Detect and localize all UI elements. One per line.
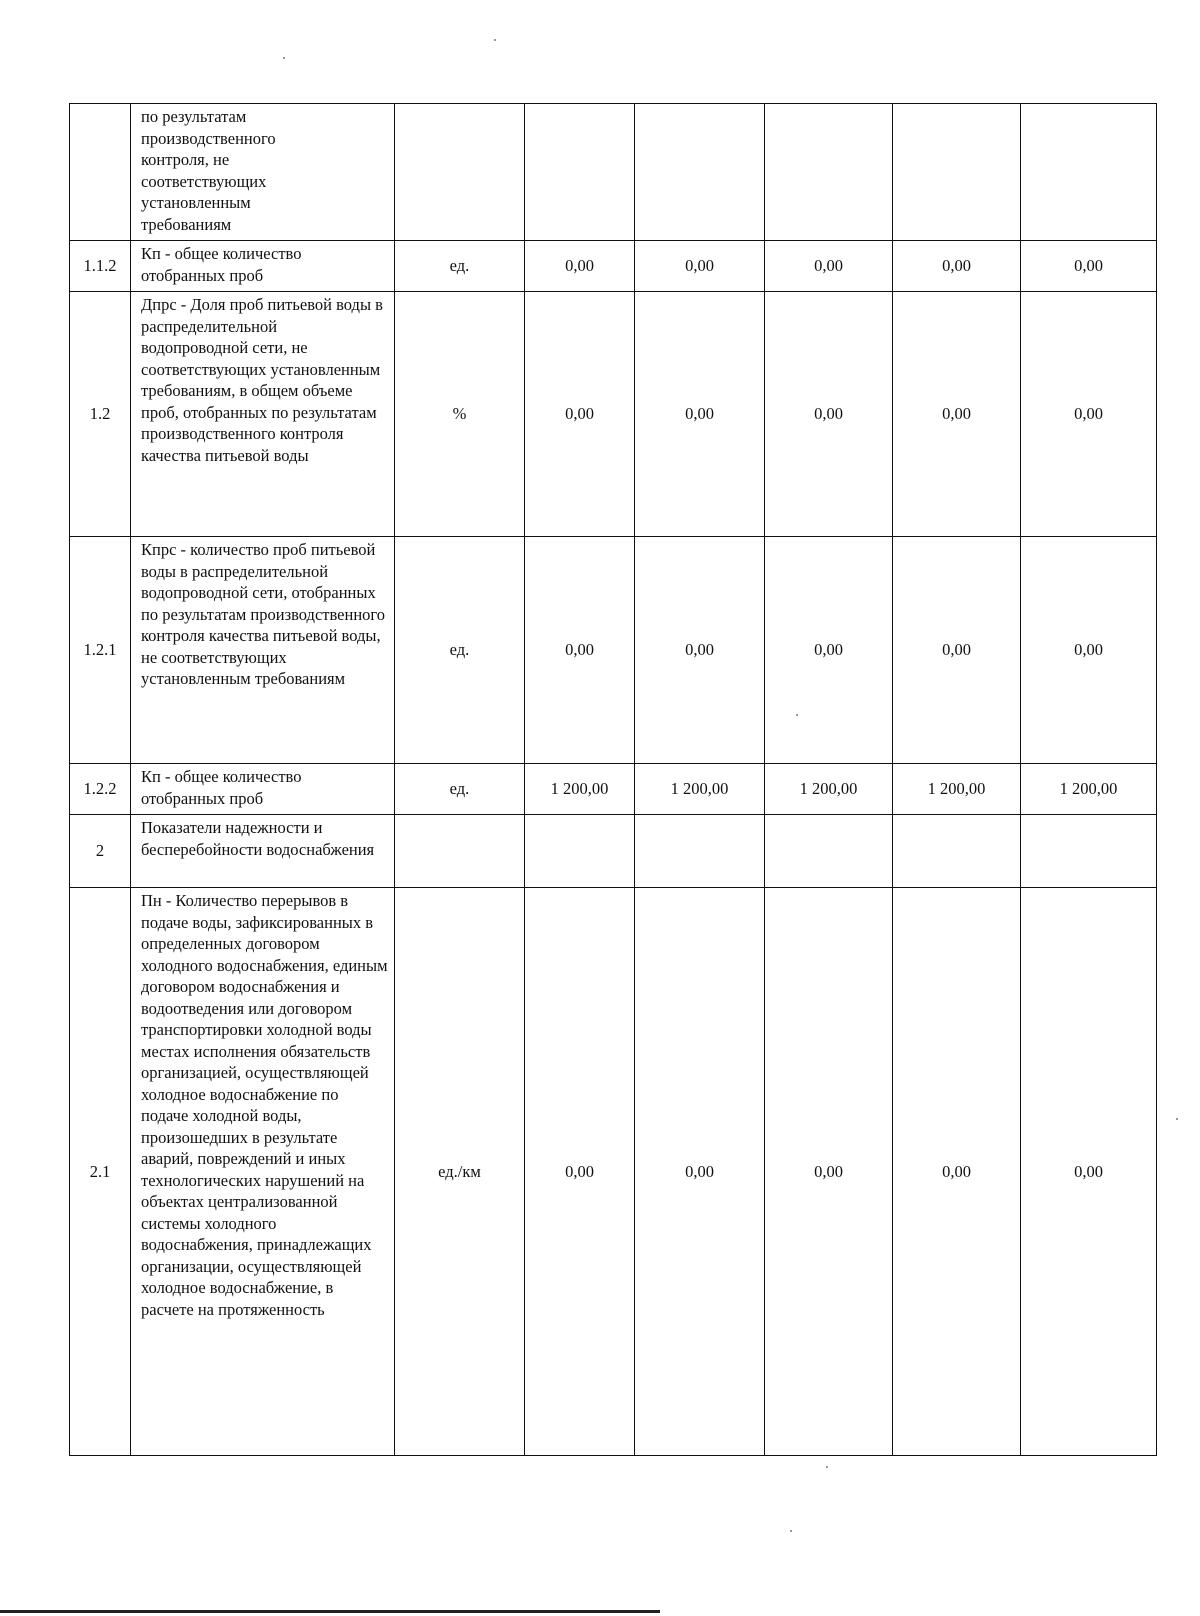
row-number: 1.2 <box>70 292 131 537</box>
value-cell: 0,00 <box>893 292 1021 537</box>
value-cell <box>525 104 635 241</box>
unit-cell <box>395 104 525 241</box>
unit-cell: ед. <box>395 764 525 815</box>
indicator-name-text: Пн - Количество перерывов в подаче воды, зафиксированных в определенных договором холодного водоснабжения, единым договором водоснабжения и водоотведения или договором транспортировки холодной воды местах исполнения обязательств организацией, осуществляющей холодное водоснабжение по подаче холодной воды, произошедших в результате аварий, повреждений и иных технологических нарушений на объектах централизованной системы холодного водоснабжения, принадлежащих организации, осуществляющей холодное водоснабжение, в расчете на протяженность <box>141 891 388 1319</box>
unit-cell: ед. <box>395 241 525 292</box>
value-cell <box>635 104 765 241</box>
indicator-name-text: Дпрс - Доля проб питьевой воды в распределительной водопроводной сети, не соответствующих установленным требованиям, в общем объеме проб, отобранных по результатам производственного контроля качества питьевой воды <box>141 295 383 465</box>
value-cell: 0,00 <box>525 888 635 1456</box>
value-cell: 0,00 <box>765 241 893 292</box>
indicator-name-text: Кп - общее количество отобранных проб <box>141 767 302 808</box>
indicator-name <box>131 241 395 292</box>
indicator-name <box>131 104 395 241</box>
value-cell: 0,00 <box>765 888 893 1456</box>
value-cell: 0,00 <box>765 537 893 764</box>
value-cell: 0,00 <box>893 537 1021 764</box>
value-cell <box>893 104 1021 241</box>
table-row <box>70 104 1157 241</box>
value-cell: 0,00 <box>635 241 765 292</box>
indicator-name-text: Кп - общее количество отобранных проб <box>141 244 302 285</box>
value-cell: 0,00 <box>765 292 893 537</box>
unit-cell: % <box>395 292 525 537</box>
row-number: 1.2.1 <box>70 537 131 764</box>
scan-edge-line <box>0 1610 660 1613</box>
value-cell: 0,00 <box>525 537 635 764</box>
value-cell: 1 200,00 <box>1021 764 1157 815</box>
row-number <box>70 104 131 241</box>
value-cell: 1 200,00 <box>525 764 635 815</box>
value-cell: 0,00 <box>1021 888 1157 1456</box>
table-row <box>70 815 1157 888</box>
row-number: 1.2.2 <box>70 764 131 815</box>
indicator-name <box>131 537 395 764</box>
value-cell: 0,00 <box>1021 241 1157 292</box>
unit-cell <box>395 815 525 888</box>
value-cell: 0,00 <box>1021 292 1157 537</box>
value-cell: 0,00 <box>893 888 1021 1456</box>
value-cell <box>765 815 893 888</box>
indicator-name <box>131 815 395 888</box>
value-cell <box>1021 104 1157 241</box>
value-cell <box>635 815 765 888</box>
scan-speck <box>826 1466 828 1468</box>
table-row <box>70 764 1157 815</box>
value-cell: 0,00 <box>525 292 635 537</box>
value-cell <box>525 815 635 888</box>
table-row <box>70 292 1157 537</box>
value-cell: 1 200,00 <box>635 764 765 815</box>
indicator-name-text: Показатели надежности и бесперебойности водоснабжения <box>141 818 375 859</box>
value-cell: 0,00 <box>1021 537 1157 764</box>
value-cell: 0,00 <box>525 241 635 292</box>
scan-speck <box>796 714 798 716</box>
table-row <box>70 537 1157 764</box>
value-cell: 1 200,00 <box>765 764 893 815</box>
scan-speck <box>494 39 496 41</box>
scan-speck <box>283 57 285 59</box>
indicator-name-text: Кпрс - количество проб питьевой воды в распределительной водопроводной сети, отобранных по результатам производственного контроля качества питьевой воды, не соответствующих установленным требованиям <box>141 540 386 688</box>
table-row <box>70 888 1157 1456</box>
unit-cell: ед./км <box>395 888 525 1456</box>
value-cell: 0,00 <box>635 292 765 537</box>
indicator-name <box>131 764 395 815</box>
value-cell: 0,00 <box>893 241 1021 292</box>
scan-speck <box>1176 1118 1178 1120</box>
value-cell: 0,00 <box>635 888 765 1456</box>
row-number: 2 <box>70 815 131 888</box>
value-cell: 0,00 <box>635 537 765 764</box>
value-cell <box>765 104 893 241</box>
row-number: 2.1 <box>70 888 131 1456</box>
indicators-table <box>69 103 1157 1456</box>
row-number: 1.1.2 <box>70 241 131 292</box>
unit-cell: ед. <box>395 537 525 764</box>
indicator-name-text: по результатам производственного контроля, не соответствующих установленным требованиям <box>141 107 276 234</box>
value-cell <box>1021 815 1157 888</box>
value-cell: 1 200,00 <box>893 764 1021 815</box>
scan-speck <box>790 1530 792 1532</box>
indicator-name <box>131 292 395 537</box>
value-cell <box>893 815 1021 888</box>
table-row <box>70 241 1157 292</box>
indicator-name <box>131 888 395 1456</box>
